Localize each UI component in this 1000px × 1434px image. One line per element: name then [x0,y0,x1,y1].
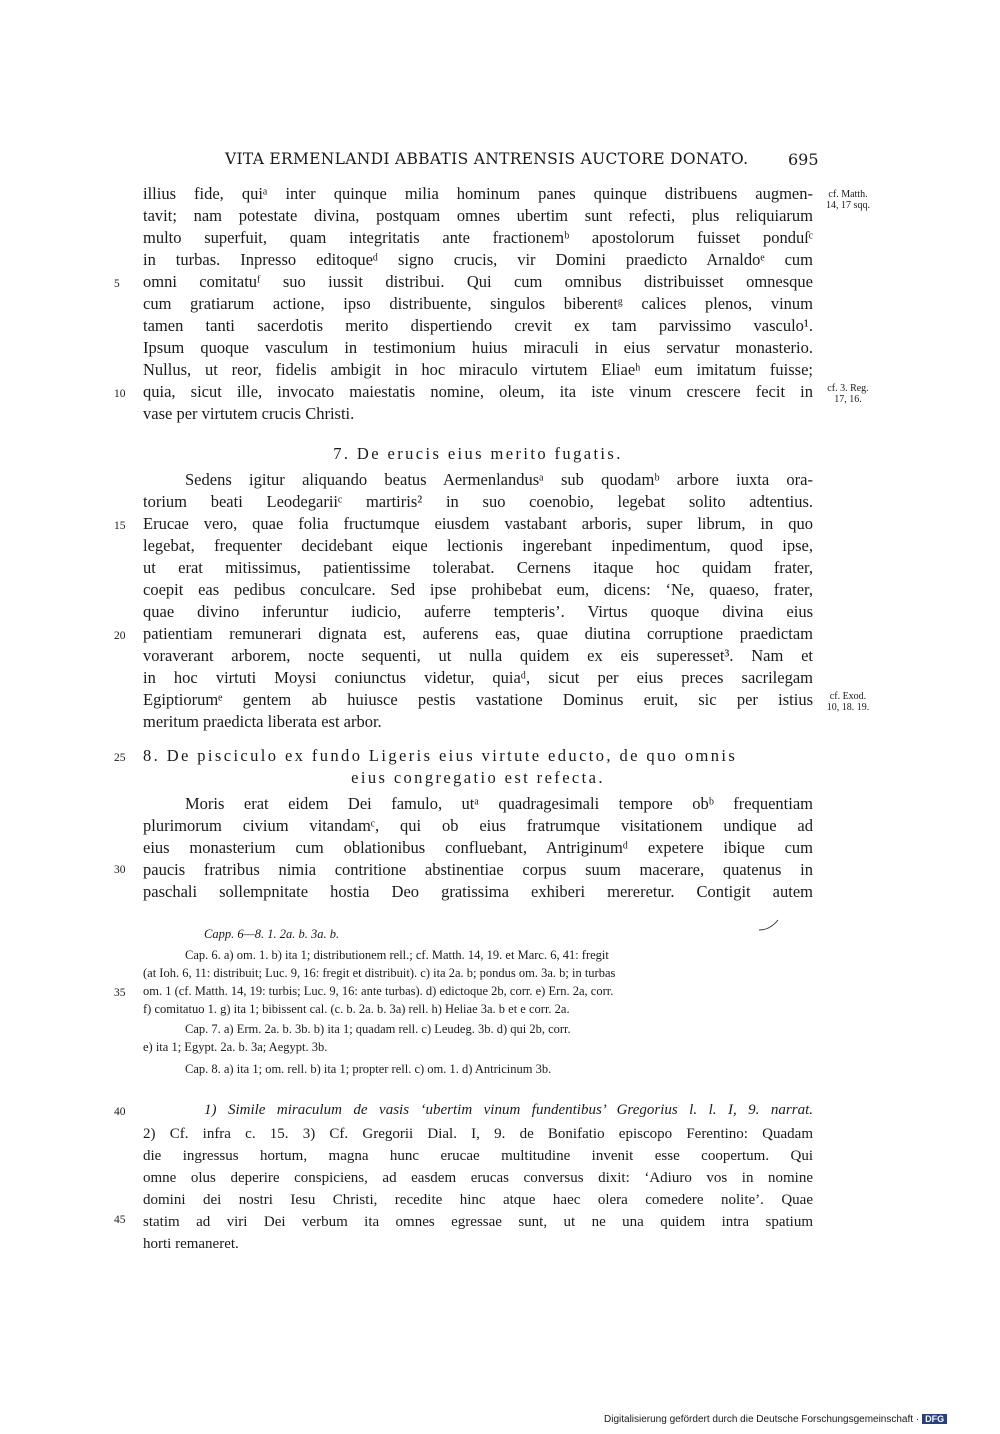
section-heading-cont: eius congregatio est refecta. [351,768,605,787]
footnote-line: statim ad viri Dei verbum ita omnes egressae sunt, ut ne una quidem intra spatium [143,1214,813,1230]
text-line: coepit eas pedibus conculcare. Sed ipse prohibebat eum, dicens: ‘Ne, quaeso, frater, [143,580,813,599]
text-line: paucis fratribus nimia contritione abstinentiae corpus suum macerare, quatenus in [143,860,813,879]
line-number: 30 [114,864,126,876]
text-line: omni comitatuᶠ suo iussit distribui. Qui cum omnibus distribuisset omnesque [143,272,813,291]
apparatus-line: Capp. 6—8. 1. 2a. b. 3a. b. [204,927,340,941]
section-heading: 7. De erucis eius merito fugatis. [333,444,623,463]
text-line: ut erat mitissimus, patientissime tolerabat. Cernens itaque hoc quidam frater, [143,558,813,577]
apparatus-line: Cap. 7. a) Erm. 2a. b. 3b. b) ita 1; quadam rell. c) Leudeg. 3b. d) qui 2b, corr. [185,1022,571,1036]
section-heading: 8. De pisciculo ex fundo Ligeris eius virtute educto, de quo omnis [143,746,738,765]
text-line: plurimorum civium vitandamᶜ, qui ob eius fratrumque visitationem undique ad [143,816,813,835]
dfg-logo: DFG [922,1414,947,1424]
text-line: tamen tanti sacerdotis merito dispertiendo crevit ex tam parvissimo vasculo¹. [143,316,813,335]
line-number: 10 [114,388,126,400]
line-number: 5 [114,278,120,290]
text-line: paschali sollempnitate hostia Deo gratissima exhiberi mereretur. Contigit autem [143,882,813,901]
footnote-line: 1) Simile miraculum de vasis ‘ubertim vinum fundentibus’ Gregorius l. l. I, 9. narrat. [204,1102,813,1118]
text-line: multo superfuit, quam integritatis ante fractionemᵇ apostolorum fuisset ponduſᶜ [143,228,813,247]
side-note [818,189,878,211]
text-line: Egiptiorumᵉ gentem ab huiusce pestis vastatione Dominus eruit, sic per istius [143,690,813,709]
text-line: meritum praedicta liberata est arbor. [143,712,382,731]
text-line: patientiam remunerari dignata est, auferens eas, quae diutina corruptione praedictam [143,624,813,643]
pen-mark-icon [758,918,780,932]
page-number: 695 [788,150,819,169]
side-note-line: 17, 16. [834,394,862,405]
footnote-line: die ingressus hortum, magna hunc erucae multitudine invenit esse coopertum. Qui [143,1148,813,1164]
text-line: Erucae vero, quae folia fructumque eiusdem vastabant arboris, super librum, in quo [143,514,813,533]
line-number: 45 [114,1214,126,1226]
footnote-line: 2) Cf. infra c. 15. 3) Cf. Gregorii Dial. I, 9. de Bonifatio episcopo Ferentino: Quadam [143,1126,813,1142]
line-number: 15 [114,520,126,532]
line-number: 20 [114,630,126,642]
line-number: 25 [114,752,126,764]
text-line: tavit; nam potestate divina, postquam omnes ubertim sunt refecti, plus reliquiarum [143,206,813,225]
digitization-credit [604,1414,947,1425]
text-line: torium beati Leodegariiᶜ martiris² in suo coenobio, legebat solito adtentius. [143,492,813,511]
footnote-line: domini dei nostri Iesu Christi, recedite hinc atque haec olera comedere nolite’. Quae [143,1192,813,1208]
text-line: Moris erat eidem Dei famulo, utᵃ quadragesimali tempore obᵇ frequentiam [185,794,813,813]
text-line: legebat, frequenter decidebant eique lectionis ingerebant inpedimentum, quod ipse, [143,536,813,555]
side-note-line: 10, 18. 19. [826,702,870,713]
text-line: voraverant arborem, nocte sequenti, ut nulla quidem ex eis superesset³. Nam et [143,646,813,665]
side-note [818,691,878,713]
text-line: Nullus, ut reor, fidelis ambigit in hoc miraculo virtutem Eliaeʰ eum imitatum fuisse; [143,360,813,379]
text-line: Sedens igitur aliquando beatus Aermenlandusᵃ sub quodamᵇ arbore iuxta ora- [185,470,813,489]
text-line: in turbas. Inpresso editoqueᵈ signo crucis, vir Domini praedicto Arnaldoᵉ cum [143,250,813,269]
text-line: quae divino inferuntur iudicio, auferre tempteris’. Virtus quoque divina eius [143,602,813,621]
apparatus-line: Cap. 8. a) ita 1; om. rell. b) ita 1; propter rell. c) om. 1. d) Antricinum 3b. [185,1062,552,1076]
apparatus-line: om. 1 (cf. Matth. 14, 19: turbis; Luc. 9, 16: ante turbas). d) edictoque 2b, corr. e) Ern. 2a, corr. [143,984,614,998]
apparatus-line: Cap. 6. a) om. 1. b) ita 1; distributionem rell.; cf. Matth. 14, 19. et Marc. 6, 41: fregit [185,948,609,962]
apparatus-line: f) comitatuo 1. g) ita 1; bibissent cal. (c. b. 2a. b. 3a) rell. h) Heliae 3a. b et e corr. 2a. [143,1002,570,1016]
text-line: cum gratiarum actione, ipso distribuente, singulos biberentᵍ calices plenos, vinum [143,294,813,313]
side-note-line: 14, 17 sqq. [826,200,870,211]
apparatus-line: (at Ioh. 6, 11: distribuit; Luc. 9, 16: fregit et distribuit). c) ita 2a. b; pondus om. 3a. b; in turbas [143,966,616,980]
line-number: 35 [114,987,126,999]
footnote-line: omne olus deperire conspiciens, ad easdem erucas conversus dixit: ‘Adiuro vos in nomine [143,1170,813,1186]
side-note-line: cf. Matth. [828,189,868,200]
running-header: VITA ERMENLANDI ABBATIS ANTRENSIS AUCTORE DONATO. [225,150,749,168]
text-line: quia, sicut ille, invocato maiestatis nomine, oleum, ita iste vinum crescere fecit in [143,382,813,401]
side-note-line: cf. 3. Reg. [827,383,869,394]
footnote-line: horti remaneret. [143,1236,239,1252]
text-line: illius fide, quiᵃ inter quinque milia hominum panes quinque distribuens augmen- [143,184,813,203]
line-number: 40 [114,1106,126,1118]
text-line: Ipsum quoque vasculum in testimonium huius miraculi in eius servatur monasterio. [143,338,813,357]
text-line: in hoc virtuti Moysi coniunctus videtur, quiaᵈ, sicut per eius preces sacrilegam [143,668,813,687]
text-line: eius monasterium cum oblationibus confluebant, Antriginumᵈ expetere ibique cum [143,838,813,857]
apparatus-line: e) ita 1; Egypt. 2a. b. 3a; Aegypt. 3b. [143,1040,328,1054]
text-line: vase per virtutem crucis Christi. [143,404,355,423]
side-note-line: cf. Exod. [829,691,867,702]
credit-text: Digitalisierung gefördert durch die Deutsche Forschungsgemeinschaft · [604,1414,920,1425]
side-note [818,383,878,405]
